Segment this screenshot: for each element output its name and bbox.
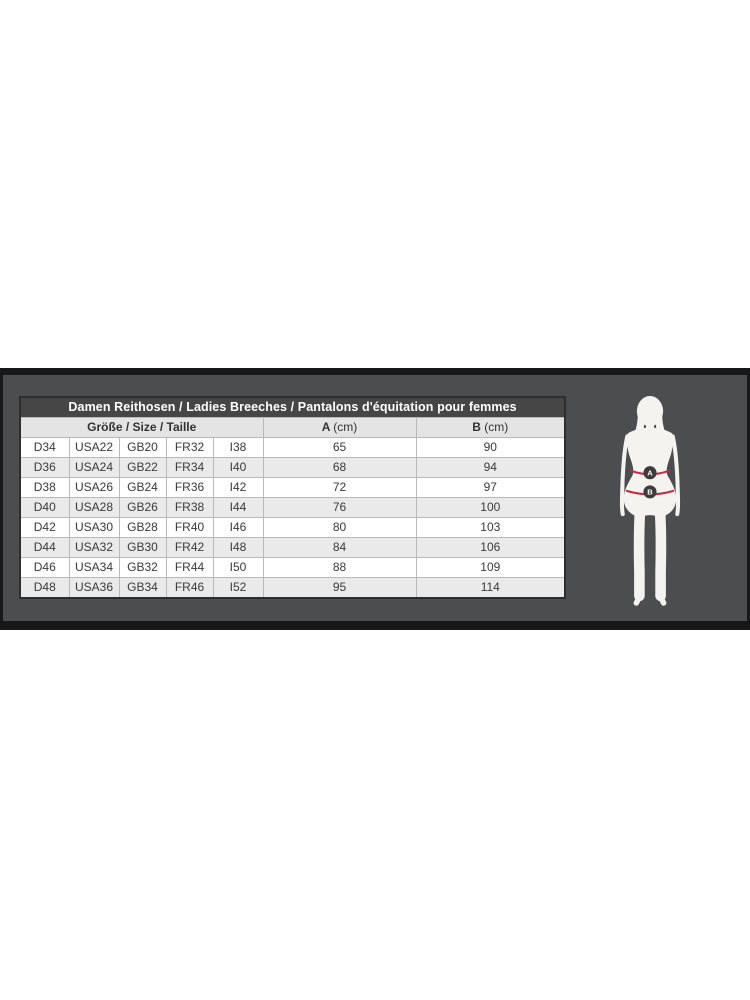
size-gb: GB34 xyxy=(119,578,166,599)
size-i: I52 xyxy=(213,578,263,599)
size-i: I38 xyxy=(213,438,263,458)
size-usa: USA22 xyxy=(69,438,119,458)
measure-b: 103 xyxy=(416,518,565,538)
table-row xyxy=(20,478,565,498)
measure-a: 95 xyxy=(263,578,416,599)
size-usa: USA36 xyxy=(69,578,119,599)
size-usa: USA32 xyxy=(69,538,119,558)
col-b-unit: (cm) xyxy=(484,420,509,434)
size-usa: USA24 xyxy=(69,458,119,478)
measure-b: 94 xyxy=(416,458,565,478)
size-gb: GB32 xyxy=(119,558,166,578)
marker-b-badge xyxy=(643,485,656,498)
silhouette-foot-right xyxy=(661,597,664,603)
table-row xyxy=(20,518,565,538)
size-gb: GB30 xyxy=(119,538,166,558)
col-a-header xyxy=(263,418,416,438)
table-subheader-row xyxy=(20,418,565,438)
size-fr: FR44 xyxy=(166,558,213,578)
size-chart-panel xyxy=(3,375,747,621)
size-fr: FR38 xyxy=(166,498,213,518)
size-table xyxy=(19,396,566,599)
measure-a: 72 xyxy=(263,478,416,498)
measure-a: 76 xyxy=(263,498,416,518)
size-i: I46 xyxy=(213,518,263,538)
marker-a-badge xyxy=(643,466,656,479)
measure-b: 106 xyxy=(416,538,565,558)
size-d: D42 xyxy=(20,518,69,538)
silhouette-leg-left xyxy=(639,512,640,596)
measure-b: 109 xyxy=(416,558,565,578)
table-row xyxy=(20,498,565,518)
size-d: D36 xyxy=(20,458,69,478)
table-title-row xyxy=(20,397,565,418)
measure-a: 84 xyxy=(263,538,416,558)
size-gb: GB26 xyxy=(119,498,166,518)
measurement-figure xyxy=(618,395,682,609)
size-d: D38 xyxy=(20,478,69,498)
measure-b: 100 xyxy=(416,498,565,518)
size-gb: GB24 xyxy=(119,478,166,498)
size-i: I42 xyxy=(213,478,263,498)
size-fr: FR46 xyxy=(166,578,213,599)
col-a-label: A xyxy=(321,420,330,434)
measure-a: 68 xyxy=(263,458,416,478)
size-fr: FR36 xyxy=(166,478,213,498)
size-chart-band xyxy=(0,368,750,630)
measure-b: 90 xyxy=(416,438,565,458)
table-row xyxy=(20,538,565,558)
size-fr: FR40 xyxy=(166,518,213,538)
size-columns-header: Größe / Size / Taille xyxy=(20,418,263,438)
size-d: D46 xyxy=(20,558,69,578)
size-usa: USA28 xyxy=(69,498,119,518)
size-i: I48 xyxy=(213,538,263,558)
measure-b: 114 xyxy=(416,578,565,599)
size-usa: USA26 xyxy=(69,478,119,498)
size-fr: FR42 xyxy=(166,538,213,558)
size-d: D48 xyxy=(20,578,69,599)
measure-b: 97 xyxy=(416,478,565,498)
measure-a: 80 xyxy=(263,518,416,538)
col-b-label: B xyxy=(472,420,481,434)
size-usa: USA30 xyxy=(69,518,119,538)
marker-b-label: B xyxy=(647,487,653,497)
size-i: I44 xyxy=(213,498,263,518)
size-d: D44 xyxy=(20,538,69,558)
table-row xyxy=(20,438,565,458)
size-i: I40 xyxy=(213,458,263,478)
size-d: D40 xyxy=(20,498,69,518)
table-row xyxy=(20,458,565,478)
col-a-unit: (cm) xyxy=(333,420,358,434)
size-fr: FR34 xyxy=(166,458,213,478)
silhouette-leg-right xyxy=(660,512,661,596)
table-title: Damen Reithosen / Ladies Breeches / Pantalons d'équitation pour femmes xyxy=(20,397,565,418)
size-gb: GB20 xyxy=(119,438,166,458)
table-row xyxy=(20,558,565,578)
silhouette-foot-left xyxy=(636,597,639,603)
size-gb: GB28 xyxy=(119,518,166,538)
female-silhouette-icon xyxy=(618,395,682,609)
marker-a-label: A xyxy=(647,468,653,478)
size-d: D34 xyxy=(20,438,69,458)
col-b-header xyxy=(416,418,565,438)
measure-a: 88 xyxy=(263,558,416,578)
size-i: I50 xyxy=(213,558,263,578)
table-row xyxy=(20,578,565,599)
size-gb: GB22 xyxy=(119,458,166,478)
measure-a: 65 xyxy=(263,438,416,458)
size-fr: FR32 xyxy=(166,438,213,458)
size-usa: USA34 xyxy=(69,558,119,578)
